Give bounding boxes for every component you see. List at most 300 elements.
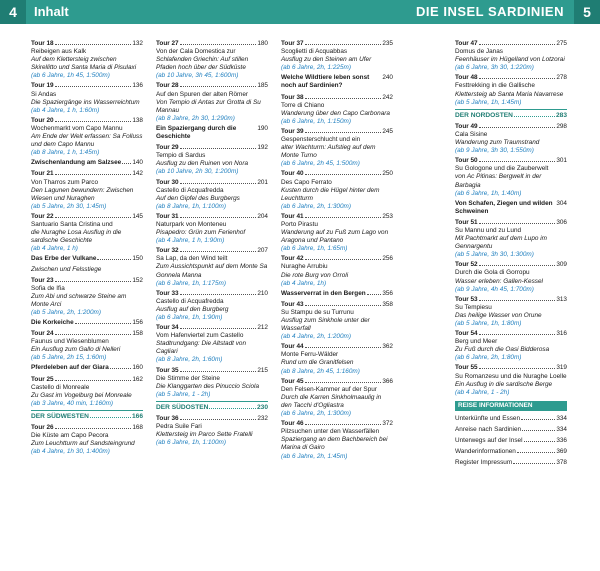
dot-leader — [305, 174, 382, 175]
chapter-entry[interactable] — [31, 319, 143, 327]
tour-meta: (ab 6 Jahre, 1h, 1:175m) — [156, 279, 226, 287]
tour-label: Tour 55 — [455, 364, 478, 372]
page-number: 207 — [257, 247, 268, 255]
tour-line — [31, 330, 143, 338]
tour-description: Ausflug zum Sinkhole unter der Wasserfall — [281, 317, 370, 333]
tour-description: Ein Ausflug zum Gallo di Nelleri — [31, 346, 121, 354]
tour-entry[interactable] — [281, 255, 393, 287]
chapter-title: Von Schafen, Ziegen und wilden Schweinen — [455, 199, 553, 215]
tour-entry[interactable] — [156, 213, 268, 245]
tour-label: Tour 38 — [281, 93, 304, 101]
tour-label: Tour 40 — [281, 170, 304, 178]
chapter-title: Welche Wildtiere leben sonst noch auf Sardinien? — [281, 74, 370, 90]
tour-label: Tour 21 — [31, 170, 54, 178]
tour-meta: (ab 9 Jahre, 3h 30, 1:550m) — [455, 147, 534, 155]
page-number: 210 — [257, 289, 268, 297]
tour-meta: (ab 4 Jahre, 2h, 1:200m) — [281, 333, 351, 341]
chapter-entry[interactable] — [281, 74, 393, 90]
tour-label: Tour 22 — [31, 212, 54, 220]
tour-line — [281, 301, 393, 309]
tour-meta: (ab 5 Jahre, 2h 15, 1:60m) — [31, 354, 107, 362]
dot-leader — [180, 148, 257, 149]
tour-label: Tour 42 — [281, 255, 304, 263]
page-number: 362 — [382, 343, 393, 351]
toc-column-4 — [455, 40, 567, 470]
tour-line — [156, 82, 268, 90]
dot-leader — [55, 217, 132, 218]
page-number: 180 — [257, 40, 268, 47]
chapter-entry[interactable] — [31, 255, 143, 263]
tour-label: Tour 20 — [31, 116, 54, 124]
dot-leader — [180, 419, 257, 420]
dot-leader — [180, 44, 257, 45]
page-number: 166 — [131, 412, 143, 420]
tour-description: Spaziergang an dem Bachbereich bei Marina di Gairo — [281, 436, 388, 452]
dot-leader — [305, 347, 382, 348]
tour-entry[interactable] — [31, 330, 143, 362]
tour-entry[interactable] — [31, 213, 143, 253]
info-entry[interactable] — [455, 426, 567, 434]
tour-title: Su Tempiesu — [455, 303, 492, 311]
tour-description: Ausflug zu den Ruinen von Nora — [156, 160, 249, 168]
chapter-subtitle: Zwischen und Felsstiege — [31, 266, 102, 274]
tour-meta: (ab 5 Jahre, 1h, 1:45m) — [455, 98, 522, 106]
dot-leader — [209, 408, 256, 409]
tour-title: Sofia de Ifia — [31, 284, 65, 292]
page-number: 304 — [556, 199, 567, 207]
tour-label: Tour 51 — [455, 218, 478, 226]
dot-leader — [524, 441, 556, 442]
section-heading[interactable] — [31, 410, 143, 422]
page-number: 313 — [556, 295, 567, 303]
tour-title: Castello di Acquafredda — [156, 297, 224, 305]
tour-label: Tour 24 — [31, 330, 54, 338]
page-number: 253 — [382, 212, 393, 220]
tour-line — [281, 213, 393, 221]
page-number: 232 — [257, 415, 268, 423]
dot-leader — [479, 223, 556, 224]
dot-leader — [110, 368, 132, 369]
tour-entry[interactable] — [455, 157, 567, 197]
info-label: Anreise nach Sardinien — [455, 426, 522, 434]
tour-title: Nuraghe Arrubiu — [281, 263, 328, 271]
tour-line — [455, 74, 567, 82]
tour-line — [281, 378, 393, 386]
tour-line — [281, 343, 393, 351]
tour-title: Monte Ferru-Wälder — [281, 351, 339, 359]
page-number: 162 — [132, 375, 143, 383]
tour-line — [31, 213, 143, 221]
dot-leader — [479, 44, 556, 45]
tour-title: Sa Lap, da den Wind teilt — [156, 255, 228, 263]
tour-description: Zu Fuß durch die Oasi Bidderosa — [455, 346, 550, 354]
page-number: 245 — [382, 127, 393, 135]
page-number: 142 — [132, 170, 143, 178]
page-number: 316 — [556, 330, 567, 338]
dot-leader — [97, 259, 131, 260]
page-number: 235 — [382, 40, 393, 47]
tour-description: Zum Abi und schwarze Steine am Monte Arci — [31, 292, 127, 308]
tour-meta: (ab 6 Jahre, 1h, 1:100m) — [156, 439, 226, 447]
tour-entry[interactable] — [455, 40, 567, 72]
dot-leader — [305, 424, 382, 425]
dot-leader — [55, 380, 132, 381]
tour-entry[interactable] — [455, 364, 567, 396]
page-number: 215 — [257, 366, 268, 374]
info-entry[interactable] — [455, 415, 567, 423]
page-number: 275 — [556, 40, 567, 47]
tour-title: Von Tharros zum Parco — [31, 178, 99, 186]
tour-title: Naturpark von Monteneu — [156, 220, 227, 228]
dot-leader — [180, 217, 257, 218]
dot-leader — [522, 430, 555, 431]
tour-meta: (ab 6 Jahre, 1h, 1:150m) — [281, 117, 351, 125]
tour-title: Su Stampu de su Turrunu — [281, 308, 354, 316]
tour-meta: (ab 5 Jahre, 3h 30, 1:300m) — [455, 251, 534, 259]
tour-label: Tour 26 — [31, 424, 54, 432]
tour-entry[interactable] — [156, 82, 268, 122]
tour-meta: (ab 8 Jahre, 2h 30, 1:290m) — [156, 114, 235, 122]
tour-entry[interactable] — [156, 324, 268, 364]
tour-line — [31, 117, 143, 125]
tour-label: Tour 33 — [156, 289, 179, 297]
page-number: 230 — [256, 403, 268, 411]
tour-label: Tour 28 — [156, 82, 179, 90]
tour-line — [156, 324, 268, 332]
tour-entry[interactable] — [156, 179, 268, 211]
tour-title: Die Stimme der Steine — [156, 374, 220, 382]
tour-entry[interactable] — [281, 420, 393, 460]
tour-description: Wanderung über den Capo Carbonara — [281, 109, 390, 117]
tour-line — [281, 170, 393, 178]
info-entry[interactable] — [455, 437, 567, 445]
tour-description: Ausflug auf den Burgberg — [156, 305, 229, 313]
dot-leader — [513, 463, 555, 464]
tour-meta: (ab 4 Jahre, 1 - 2h) — [455, 388, 510, 396]
page-number: 358 — [382, 300, 393, 308]
chapter-entry[interactable] — [156, 125, 268, 141]
tour-meta: (ab 6 Jahre, 3h 30, 1:220m) — [455, 64, 534, 72]
page-number: 132 — [132, 40, 143, 47]
tour-line — [156, 367, 268, 375]
tour-title: Su Gologone und die Zauberwelt — [455, 165, 549, 173]
tour-title: Porto Pirastu — [281, 220, 318, 228]
dot-leader — [55, 86, 132, 87]
tour-label: Tour 34 — [156, 324, 179, 332]
tour-entry[interactable] — [31, 376, 143, 408]
tour-entry[interactable] — [31, 82, 143, 114]
page-number: 378 — [556, 459, 567, 467]
tour-meta: (ab 6 Jahre, 2h, 1:45m) — [281, 452, 348, 460]
tour-line — [455, 330, 567, 338]
page-number: 319 — [556, 364, 567, 372]
page-number: 190 — [257, 124, 268, 132]
tour-description: von Ac Pitinas: Bergwelt in der Barbagia — [455, 173, 542, 189]
tour-entry[interactable] — [156, 290, 268, 322]
tour-description: Durch die Karren Sinkholmaaulig in den Tacchi d'Ogliastra — [281, 393, 382, 409]
dot-leader — [305, 98, 382, 99]
tour-entry[interactable] — [156, 415, 268, 447]
tour-title: Die Küste am Capo Pecora — [31, 432, 109, 440]
tour-entry[interactable] — [156, 40, 268, 80]
tour-entry[interactable] — [281, 40, 393, 72]
tour-title: Su Mannu und zu Lund — [455, 226, 522, 234]
tour-title: Cala Sisine — [455, 130, 488, 138]
tour-line — [156, 213, 268, 221]
tour-title: Castello di Acquafredda — [156, 186, 224, 194]
tour-meta: (ab 6 Jahre, 1h, 1:40m) — [455, 189, 522, 197]
dot-leader — [180, 86, 257, 87]
info-heading: REISE INFORMATIONEN — [455, 401, 567, 411]
tour-entry[interactable] — [281, 378, 393, 418]
dot-leader — [180, 183, 257, 184]
dot-leader — [479, 265, 556, 266]
page-number: 138 — [132, 116, 143, 124]
tour-entry[interactable] — [281, 343, 393, 375]
tour-meta: (ab 6 Jahre, 1h, 1:90m) — [156, 314, 223, 321]
tour-entry[interactable] — [156, 144, 268, 176]
chapter-entry[interactable] — [281, 290, 393, 298]
tour-label: Tour 35 — [156, 366, 179, 374]
tour-meta: (ab 6 Jahre, 2h 45, 1:500m) — [281, 160, 360, 168]
dot-leader — [55, 334, 132, 335]
tour-description: Mit Pachtmarkt auf dem Lupo im Gennargentu — [455, 235, 547, 251]
page-number: 136 — [132, 82, 143, 90]
tour-line — [455, 296, 567, 304]
dot-leader — [180, 371, 257, 372]
page-number: 372 — [382, 420, 393, 428]
toc-column-2 — [156, 40, 268, 449]
chapter-title: Pferdeleben auf der Giara — [31, 364, 109, 372]
info-label: Unterkünfte und Essen — [455, 414, 521, 422]
tour-label: Tour 47 — [455, 40, 478, 47]
tour-line — [31, 277, 143, 285]
tour-title: Reibeigen aus Kalk — [31, 48, 87, 56]
info-label: Wanderinformationen — [455, 448, 516, 456]
tour-entry[interactable] — [455, 219, 567, 259]
tour-title: Des Capo Ferrato — [281, 178, 332, 186]
tour-entry[interactable] — [156, 367, 268, 399]
dot-leader — [514, 116, 555, 117]
dot-leader — [305, 217, 382, 218]
page-number: 356 — [382, 289, 393, 297]
tour-title: Faunus und Wiesenblumen — [31, 338, 109, 346]
tour-label: Tour 29 — [156, 144, 179, 152]
tour-entry[interactable] — [455, 74, 567, 106]
page-number: 336 — [556, 437, 567, 445]
dot-leader — [55, 281, 132, 282]
tour-meta: (ab 8 Jahre, 2h, 1:60m) — [156, 356, 223, 364]
tour-description: Rund um die Granitfelsen — [281, 359, 354, 367]
dot-leader — [479, 127, 556, 128]
tour-entry[interactable] — [455, 261, 567, 293]
tour-entry[interactable] — [31, 117, 143, 157]
dot-leader — [122, 163, 131, 164]
section-heading[interactable] — [455, 109, 567, 121]
tour-entry[interactable] — [31, 40, 143, 80]
tour-line — [31, 376, 143, 384]
tour-title: Gespensterschlucht und ein — [281, 136, 361, 144]
tour-line — [281, 420, 393, 428]
tour-meta: (ab 6 Jahre, 1h, 1:65m) — [281, 245, 348, 253]
page-number: 156 — [132, 319, 143, 326]
page-number: 250 — [382, 170, 393, 178]
tour-title: Auf den Spuren der alten Römer — [156, 90, 249, 98]
tour-description: Ein Ausflug in die sardische Berge — [455, 380, 553, 388]
tour-meta: (ab 6 Jahre, 2h, 1:225m) — [281, 64, 351, 72]
dot-leader — [55, 121, 132, 122]
tour-label: Tour 54 — [455, 330, 478, 338]
tour-entry[interactable] — [156, 247, 268, 287]
tour-entry[interactable] — [281, 128, 393, 168]
tour-line — [156, 290, 268, 298]
dot-leader — [305, 305, 382, 306]
chapter-entry[interactable] — [31, 364, 143, 372]
tour-line — [31, 40, 143, 48]
tour-entry[interactable] — [31, 424, 143, 456]
tour-entry[interactable] — [31, 170, 143, 210]
tour-description: Auf den Gipfel des Burgbergs — [156, 194, 240, 202]
tour-entry[interactable] — [281, 213, 393, 253]
info-label: Register Impressum — [455, 459, 513, 467]
tour-title: Berg und Meer — [455, 338, 498, 346]
tour-entry[interactable] — [455, 330, 567, 362]
tour-title: Pedra Suile Fari — [156, 423, 202, 431]
tour-label: Tour 23 — [31, 276, 54, 284]
tour-label: Tour 30 — [156, 178, 179, 186]
section-label: DER SÜDOSTEN — [156, 403, 209, 411]
tour-line — [31, 170, 143, 178]
tour-meta: (ab 6 Jahre, 2h, 1:300m) — [281, 202, 351, 210]
tour-meta: (ab 4 Jahre, 1 h) — [31, 245, 78, 253]
dot-leader — [90, 417, 131, 418]
right-page-number: 5 — [574, 0, 600, 24]
tour-description: Die Spaziergänge ins Wasserreichtum — [31, 98, 140, 106]
dot-leader — [180, 328, 257, 329]
page-number: 366 — [382, 377, 393, 385]
tour-meta: (ab 10 Jahre, 3h 45, 1:600m) — [156, 72, 239, 80]
tour-label: Tour 27 — [156, 40, 179, 47]
tour-title: Tempio di Sardus — [156, 152, 206, 160]
tour-meta: (ab 5 Jahre, 1 - 2h) — [156, 390, 211, 398]
section-label: DER SÜDWESTEN — [31, 412, 89, 420]
tour-line — [156, 247, 268, 255]
page-number: 301 — [556, 157, 567, 165]
page-number: 334 — [556, 426, 567, 434]
tour-line — [281, 128, 393, 136]
page-number: 160 — [132, 364, 143, 372]
tour-entry[interactable] — [281, 170, 393, 210]
tour-line — [455, 157, 567, 165]
tour-label: Tour 50 — [455, 157, 478, 165]
tour-description: Zum Leuchtturm auf Sandsteingrund — [31, 440, 135, 448]
tour-line — [455, 261, 567, 269]
section-title: Inhalt — [34, 4, 69, 19]
dot-leader — [55, 174, 132, 175]
tour-entry[interactable] — [455, 296, 567, 328]
tour-meta: (ab 8 Jahre, 1 h, 1:45m) — [31, 149, 100, 157]
info-entry[interactable] — [455, 448, 567, 456]
tour-line — [31, 82, 143, 90]
page-number: 240 — [382, 74, 393, 82]
tour-description: Am Ende der Welt erfassen: Sa Folluss und dem Capo Mannu — [31, 133, 143, 149]
chapter-title: Das Erbe der Vulkane — [31, 255, 97, 263]
dot-leader — [55, 428, 132, 429]
tour-meta: (ab 6 Jahre, 2h, 1:300m) — [281, 410, 351, 418]
tour-title: Wochenmarkt vom Capo Mannu — [31, 124, 123, 132]
info-entry[interactable] — [455, 459, 567, 467]
tour-entry[interactable] — [281, 94, 393, 126]
dot-leader — [305, 44, 382, 45]
tour-line — [455, 40, 567, 48]
tour-line — [455, 364, 567, 372]
tour-label: Tour 46 — [281, 420, 304, 428]
page-number: 145 — [132, 212, 143, 220]
page-number: 150 — [132, 255, 143, 263]
tour-title: Festtrekking in die Gallische — [455, 82, 535, 90]
tour-entry[interactable] — [31, 277, 143, 317]
dot-leader — [75, 323, 132, 324]
tour-title: Su Romanzesu und die Nuraghe Loelle — [455, 372, 567, 380]
tour-title: Scoglietti di Acquabbas — [281, 48, 348, 56]
dot-leader — [521, 419, 555, 420]
tour-meta: (ab 4 Jahre, 1 h, 1:60m) — [31, 106, 100, 114]
tour-label: Tour 45 — [281, 377, 304, 385]
tour-label: Tour 31 — [156, 212, 179, 220]
tour-label: Tour 39 — [281, 127, 304, 135]
tour-description: Den Lagunen bewundern: Zwischen Wiesen und Nuraghen — [31, 186, 134, 202]
dot-leader — [305, 259, 382, 260]
tour-description: Klettersteig im Parco Sette Fratelli — [156, 431, 253, 439]
tour-line — [281, 94, 393, 102]
tour-label: Tour 48 — [455, 74, 478, 82]
tour-entry[interactable] — [281, 301, 393, 341]
page-header — [0, 0, 600, 24]
section-label: DER NORDOSTEN — [455, 111, 513, 119]
tour-meta: (ab 9 Jahre, 4h 45, 1:700m) — [455, 285, 534, 293]
tour-title: Castello di Monreale — [31, 383, 90, 391]
chapter-entry[interactable] — [455, 200, 567, 216]
tour-title: Den Felsen-Kammer auf der Spur — [281, 385, 377, 393]
tour-line — [156, 144, 268, 152]
tour-description: Schlafenden Griechin: Auf stillen Pfaden hoch über der Südküste — [156, 56, 249, 72]
dot-leader — [180, 251, 257, 252]
tour-title: Pilzsuchen unter den Wasserfällen — [281, 428, 380, 436]
dot-leader — [479, 161, 556, 162]
tour-description: Die rote Burg von Orroli — [281, 271, 349, 279]
tour-description: Wasser erleben: Gallen-Kessel — [455, 277, 543, 285]
tour-description: alter Wachturm: Aufstieg auf dem Monte Turno — [281, 144, 376, 160]
page-number: 334 — [556, 414, 567, 422]
tour-entry[interactable] — [455, 123, 567, 155]
page-number: 204 — [257, 212, 268, 220]
page-number: 283 — [555, 111, 567, 119]
page-number: 192 — [257, 144, 268, 152]
tour-label: Tour 43 — [281, 300, 304, 308]
chapter-entry[interactable] — [31, 159, 143, 167]
tour-title: Santuario Santa Cristina und — [31, 220, 113, 228]
chapter-title: Die Korkeiche — [31, 319, 74, 326]
tour-meta: (ab 6 Jahre, 1h 45, 1:500m) — [31, 72, 110, 80]
section-heading[interactable] — [156, 401, 268, 413]
page-number: 278 — [556, 74, 567, 82]
tour-description: Das heilige Wasser von Orune — [455, 311, 542, 319]
tour-label: Tour 49 — [455, 122, 478, 130]
tour-label: Tour 37 — [281, 40, 304, 47]
dot-leader — [180, 294, 257, 295]
dot-leader — [305, 382, 382, 383]
dot-leader — [479, 368, 556, 369]
